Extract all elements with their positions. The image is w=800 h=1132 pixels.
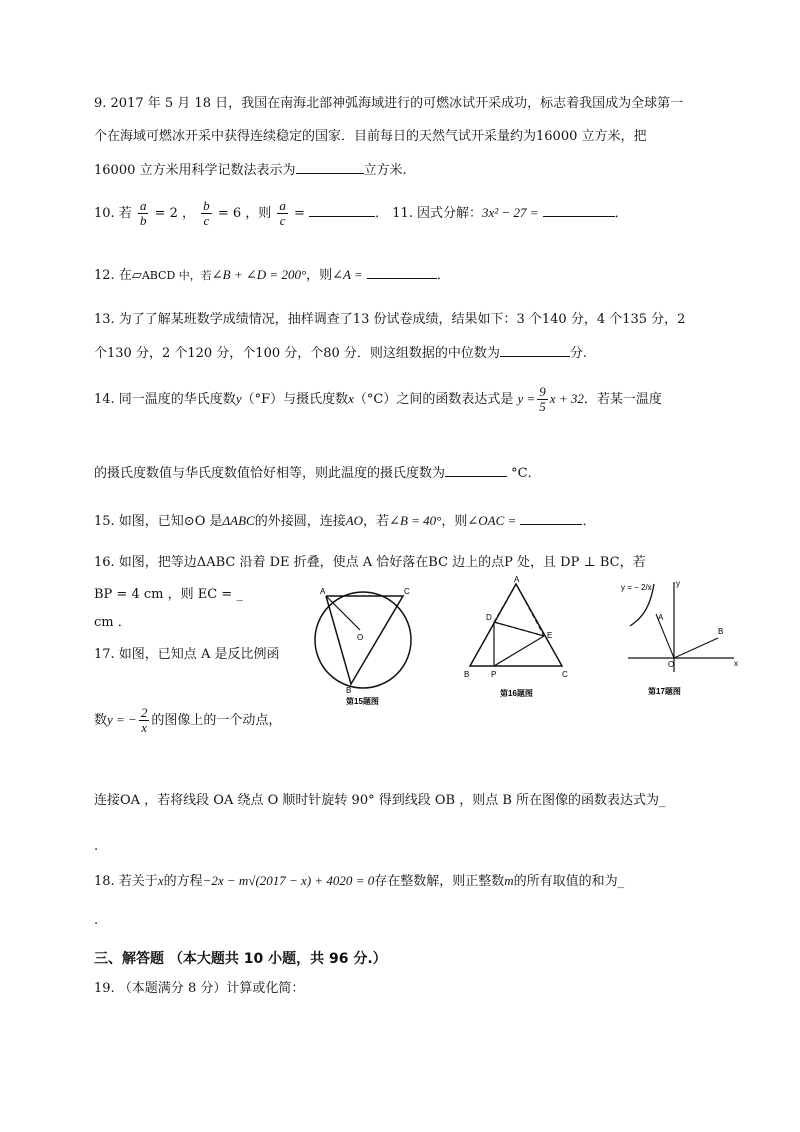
q14-frac: $\frac{9}{5}$ [539,384,546,414]
q18-m: m [504,873,514,888]
q10-eq1: = 2 ， [154,206,196,221]
q10-prefix: 10. 若 [94,206,132,221]
q16-line2: BP = 4 cm ，则 EC = _ [94,587,243,602]
q14-text-b: （°F）与摄氏度数 [241,392,349,407]
fig15-label-a: A [320,587,326,596]
q12-abcd: ABCD 中，若 [141,269,212,282]
fig15-label-o: O [357,633,364,642]
q18-text-a: 18. 若关于 [94,874,158,889]
fig17-label-a: A [658,613,664,622]
q14-y: y [235,391,242,406]
figure-15 [300,580,430,706]
segment-de [494,622,544,636]
q14-line2-end: ． [527,466,541,481]
q13-line2-end: 分. [569,346,588,361]
q15-ask: ∠OAC = [467,513,517,528]
q16-line1: 16. 如图，把等边ΔABC 沿着 DE 折叠，使点 A 恰好落在BC 边上的点P 处，且 DP ⊥ BC，若 [94,555,646,570]
q13-line2 [94,344,587,363]
segment-pe [494,636,544,666]
q14-text-c: （°C）之间的函数表达式是 [353,392,514,407]
q16-line3: cm ． [94,615,131,630]
q14-text-a: 14. 同一温度的华氏度数 [94,392,236,407]
q11-expr: 3x² − 27 = [482,205,539,220]
q18-x: x [157,873,164,888]
fig17-caption: 第17题图 [648,687,681,696]
q14-answer-blank[interactable] [445,464,507,477]
fig17-function-label: y = − 2/x [621,583,652,592]
q15-answer-blank[interactable] [520,512,582,525]
triangle-abc [470,584,562,666]
q9-line2: 个在海域可燃冰开采中获得连续稳定的国家．目前每日的天然气试开采量约为16000 立方米，把 [94,129,647,144]
fig16-label-e: E [547,631,553,640]
figure-17 [612,574,742,700]
fig16-label-a: A [514,575,520,584]
q9-line1: 9. 2017 年 5 月 18 日，我国在南海北部神弧海域进行的可燃冰试开采成功，标志着我国成为全球第一 [94,96,684,111]
q12-line [94,266,450,285]
q15-end: ． [582,514,596,529]
q12-mid: ，则 [306,268,333,283]
fig16-label-c: C [562,670,568,679]
q15-text-c: ，若 [363,514,390,529]
q9-answer-blank[interactable] [296,161,364,174]
q15-ao: AO [345,513,364,528]
q18-line2: . [94,913,99,928]
q12-expr2: ∠A = [332,267,363,282]
q10-end: ． [375,206,389,221]
q17-line4: . [94,839,99,854]
q17-line3: 连接OA ，若将线段 OA 绕点 O 顺时针旋转 90° 得到线段 OB ，则点 B 所在图像的函数表达式为_ [94,793,666,808]
fig16-caption: 第16题图 [500,689,533,698]
fig16-label-p: P [491,670,497,679]
q17-frac: $\frac{2}{x}$ [140,705,148,735]
q15-angle: ∠B = 40° [389,513,442,528]
q10-frac-b-c: $\frac{b}{c}$ [203,198,210,228]
q13-line1: 13. 为了了解某班数学成绩情况，抽样调查了13 份试卷成绩，结果如下：3 个140 分，4 个135 分，2 [94,312,686,327]
figure-16 [458,574,588,702]
q18-line [94,872,624,891]
q9-line3 [94,161,407,180]
q15-line [94,512,595,531]
q10-answer-blank[interactable] [309,204,375,217]
q11-end: ． [614,206,628,221]
q18-text-d: 的所有取值的和为_ [513,874,625,889]
q10-frac-a-c: $\frac{a}{c}$ [279,198,286,228]
segment-ob [674,638,718,658]
q10-frac-a-b: $\frac{a}{b}$ [139,198,147,228]
q19-line: 19. （本题满分 8 分）计算或化简： [94,981,305,996]
q10-q11-line [94,196,628,231]
q15-triangle: ΔABC [222,513,255,528]
dashed-ea [516,584,544,636]
q17-expr-pre: y = − [107,712,137,727]
q9-line3-text: 16000 立方米用科学记数法表示为 [94,163,296,178]
q11-prefix: 11. 因式分解： [392,206,483,221]
fig16-label-d: D [486,613,492,622]
q15-text-a: 15. 如图，已知⊙O 是 [94,514,223,529]
q14-x: x [348,391,354,406]
q9-line3-end: 立方米. [363,163,407,178]
q14-expr-post: x + 32 [549,391,584,406]
q14-text-d: ．若某一温度 [583,392,662,407]
q12-answer-blank[interactable] [367,266,437,279]
q12-expr: ∠B + ∠D = 200° [211,267,307,282]
q17-text-a: 数 [94,713,108,728]
q18-expr: −2x − m√(2017 − x) + 4020 = 0 [202,873,375,888]
q14-unit: °C [511,466,528,481]
parallelogram-icon: ▱ [131,268,142,283]
q18-text-b: 的方程 [163,874,203,889]
section-heading: 三、解答题 （本大题共 10 小题，共 96 分.） [94,951,387,967]
q11-answer-blank[interactable] [543,204,615,217]
q14-line2-text: 的摄氏度数值与华氏度数值恰好相等，则此温度的摄氏度数为 [94,466,446,481]
q17-text-b: 的图像上的一个动点， [151,713,282,728]
fig15-caption: 第15题图 [346,697,379,706]
q14-expr-pre: y = [517,391,536,406]
q18-text-c: 存在整数解，则正整数 [374,874,505,889]
q12-prefix: 12. 在 [94,268,132,283]
q12-end: ． [436,268,450,283]
q15-text-b: 的外接圆，连接 [254,514,346,529]
q14-line2 [94,464,541,483]
q17-line1: 17. 如图，已知点 A 是反比例函 [94,647,280,662]
fig15-label-b: B [346,686,352,695]
q13-answer-blank[interactable] [500,344,570,357]
q17-line2 [94,700,281,741]
q13-line2-text: 个130 分，2 个120 分，个100 分，个80 分．则这组数据的中位数为 [94,346,500,361]
fig17-label-y: y [676,579,680,588]
q10-eq2: = 6 ，则 [217,206,272,221]
fig17-label-o: O [668,660,675,669]
fig17-label-b: B [718,627,724,636]
fig16-label-b: B [464,670,470,679]
q10-eq3: = [294,206,305,221]
triangle-abc [326,596,403,684]
fig15-label-c: C [404,587,410,596]
fig17-label-x: x [734,659,738,668]
q15-text-d: ，则 [441,514,468,529]
q14-line1 [94,382,662,417]
